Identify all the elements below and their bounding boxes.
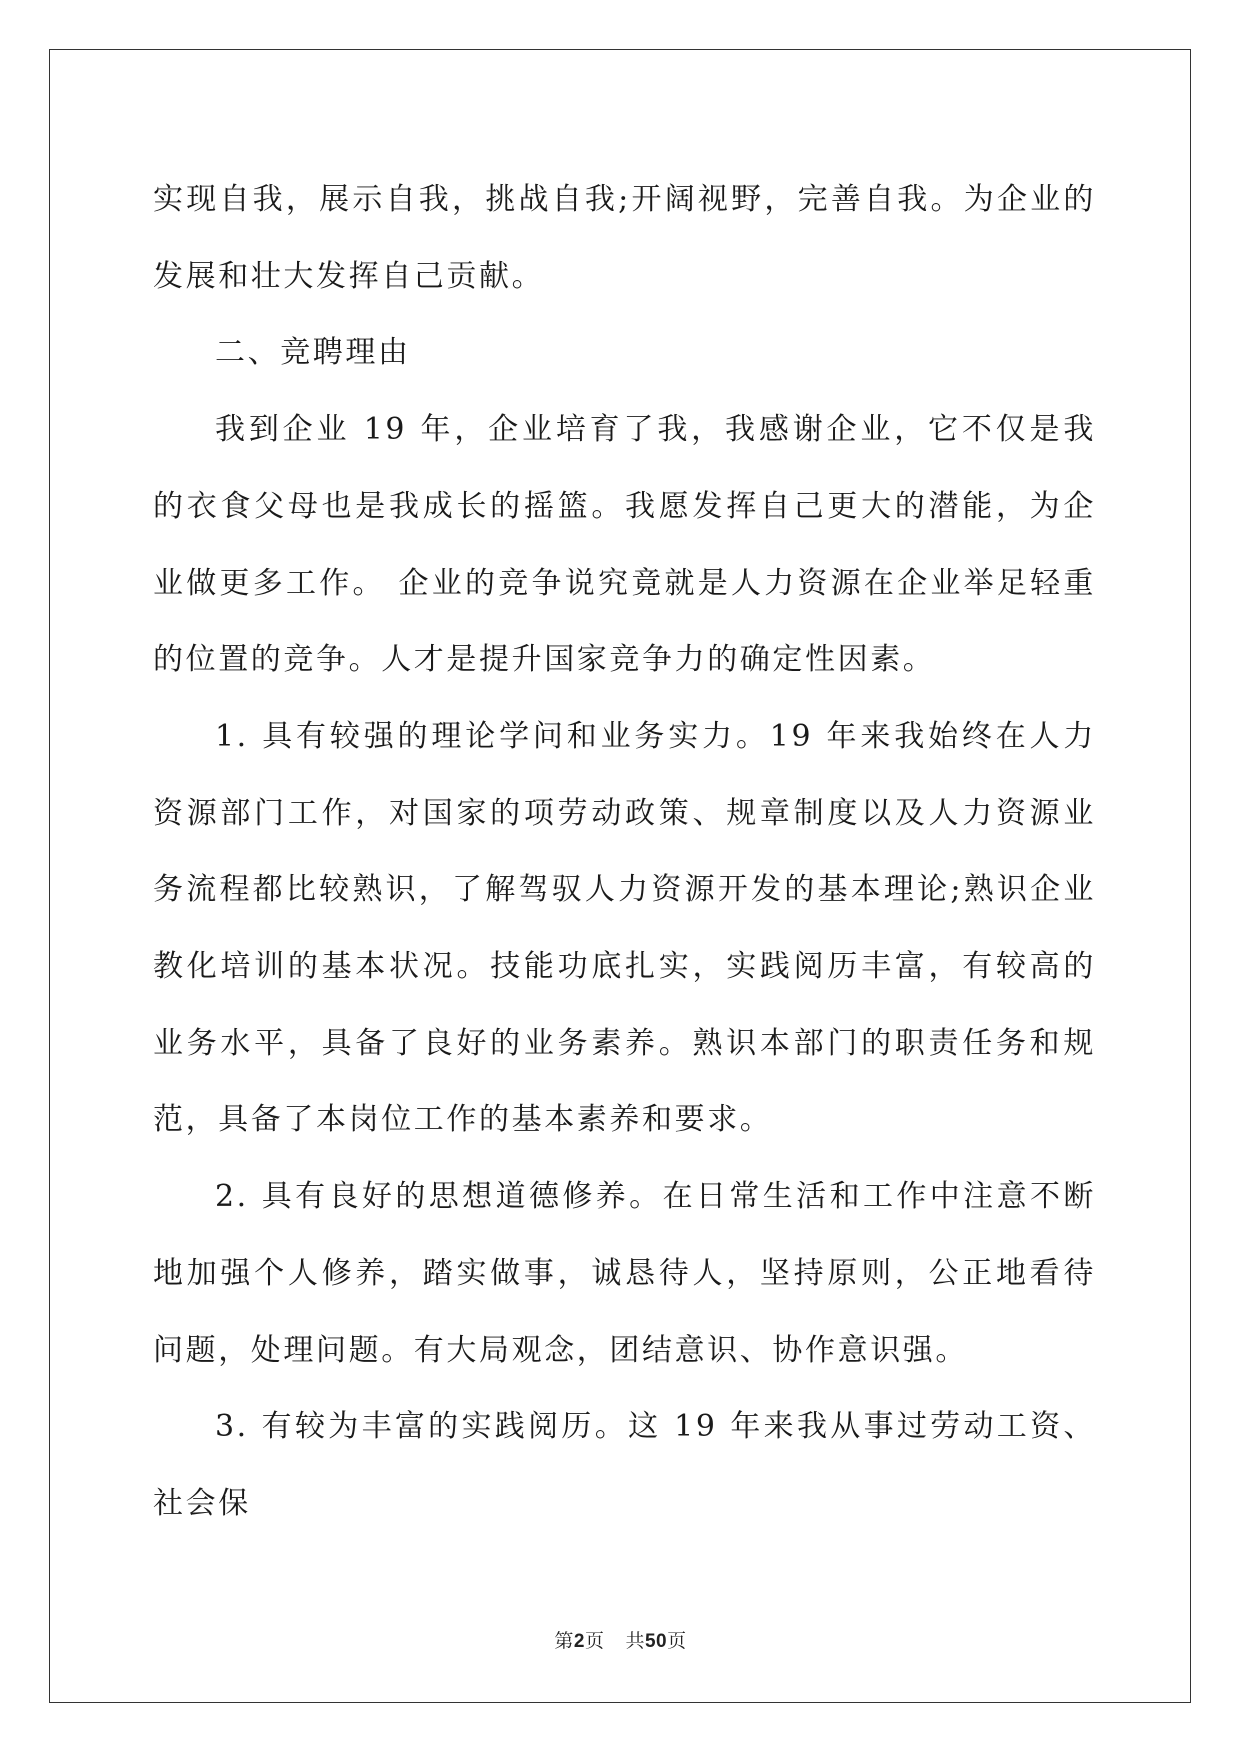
total-prefix: 共 xyxy=(625,1631,645,1652)
total-pages: 50 xyxy=(644,1631,668,1652)
section-heading-competition-reasons: 二、竞聘理由 xyxy=(215,335,411,371)
document-body xyxy=(153,162,1096,1543)
page-number: 2 xyxy=(573,1631,585,1652)
paragraph-item-2: 2. 具有良好的思想道德修养。在日常生活和工作中注意不断地加强个人修养，踏实做事，诚恳待人，坚持原则，公正地看待问题，处理问题。有大局观念，团结意识、协作意识强。 xyxy=(153,1179,1096,1368)
paragraph-item-1: 1. 具有较强的理论学问和业务实力。19 年来我始终在人力资源部门工作，对国家的项劳动政策、规章制度以及人力资源业务流程都比较熟识，了解驾驭人力资源开发的基本理论;熟识企业教化培训的基本状况。技能功底扎实，实践阅历丰富，有较高的业务水平，具备了良好的业务素养。熟识本部门的职责任务和规范，具备了本岗位工作的基本素养和要求。 xyxy=(153,718,1096,1138)
paragraph-3: 我到企业 19 年，企业培育了我，我感谢企业，它不仅是我的衣食父母也是我成长的摇篮。我愿发挥自己更大的潜能，为企业做更多工作。 企业的竞争说究竟就是人力资源在企业举足轻重的位置的竞争。人才是提升国家竞争力的确定性因素。 xyxy=(153,412,1096,678)
page-footer xyxy=(0,1626,1241,1653)
total-suffix: 页 xyxy=(667,1631,687,1652)
page-prefix: 第 xyxy=(554,1631,574,1652)
page-suffix: 页 xyxy=(584,1631,605,1652)
paragraph-1: 实现自我，展示自我，挑战自我;开阔视野，完善自我。为企业的发展和壮大发挥自己贡献。 xyxy=(153,182,1096,294)
paragraph-item-3: 3. 有较为丰富的实践阅历。这 19 年来我从事过劳动工资、社会保 xyxy=(153,1409,1096,1521)
